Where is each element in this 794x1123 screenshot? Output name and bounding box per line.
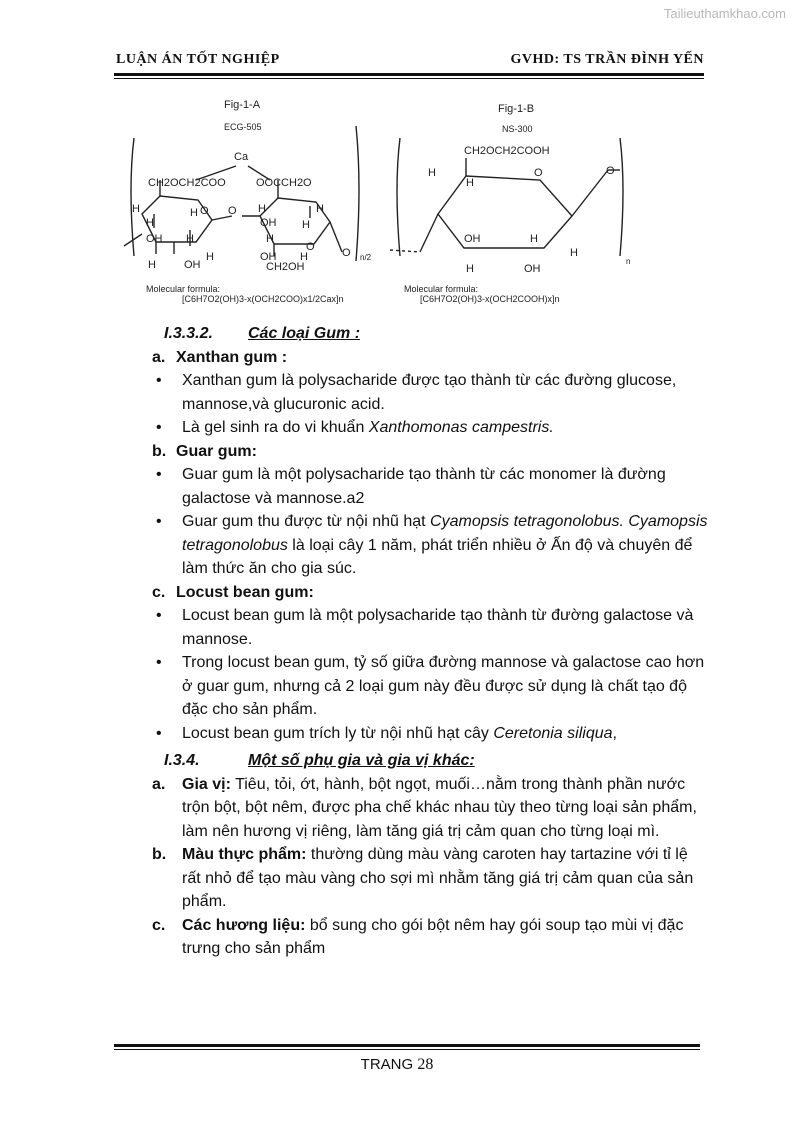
svg-text:H: H <box>148 259 156 271</box>
svg-text:H: H <box>570 247 578 259</box>
ring-b <box>438 176 572 248</box>
bracket-a-left <box>131 138 134 256</box>
svg-text:OH: OH <box>260 217 277 229</box>
footer-rule-thin <box>114 1049 700 1050</box>
subheading-xanthan: a. Xanthan gum : <box>152 348 288 366</box>
bracket-a-right <box>356 126 359 261</box>
svg-text:H: H <box>206 251 214 263</box>
svg-text:OH: OH <box>260 251 277 263</box>
bracket-b-right <box>620 138 623 256</box>
fig-a-code: ECG-505 <box>224 122 262 132</box>
bracket-b-left <box>397 138 400 256</box>
fig-b-group: CH2OCH2COOH <box>464 145 550 157</box>
svg-text:H: H <box>302 219 310 231</box>
list-item: • Locust bean gum là một polysacharide tạo thành từ đường galactose và mannose. <box>140 604 710 651</box>
svg-text:H: H <box>530 233 538 245</box>
watermark: Tailieuthamkhao.com <box>663 6 786 21</box>
header-right: GVHD: TS TRẦN ĐÌNH YẾN <box>510 52 704 67</box>
svg-text:H: H <box>316 203 324 215</box>
svg-text:O: O <box>606 165 615 177</box>
svg-text:H: H <box>190 207 198 219</box>
fig-a-right-group: OOCCH2O <box>256 177 312 189</box>
section-heading-gum: I.3.3.2. Các loại Gum : <box>164 325 361 342</box>
svg-text:O: O <box>228 205 237 217</box>
page-number: 28 <box>417 1056 434 1073</box>
svg-text:H: H <box>258 203 266 215</box>
svg-text:OH: OH <box>146 233 163 245</box>
header-left: LUẬN ÁN TỐT NGHIỆP <box>116 52 280 67</box>
svg-text:H: H <box>428 167 436 179</box>
list-item: • Trong locust bean gum, tỷ số giữa đường mannose và galactose cao hơn ở guar gum, nhưng cả 2 loại gum này đều được sử dụng là chất tạo độ đặc cho sản phẩm. <box>140 651 710 722</box>
fig-b-title: Fig-1-B <box>498 103 535 115</box>
list-item: • Guar gum thu được từ nội nhũ hạt Cyamopsis tetragonolobus. Cyamopsis tetragonolobus là loại cây 1 năm, phát triển nhiều ở Ấn độ và chuyên để làm thức ăn cho gia súc. <box>140 510 710 581</box>
fig-b-formula-label: Molecular formula: <box>404 284 479 294</box>
list-item: • Locust bean gum trích ly từ nội nhũ hạt cây Ceretonia siliqua, <box>140 722 710 746</box>
page-content <box>140 322 710 961</box>
subheading-locust: c. Locust bean gum: <box>152 583 314 601</box>
fig-a-formula-label: Molecular formula: <box>146 284 221 294</box>
chemical-structure-figure <box>120 96 660 311</box>
fig-a-title: Fig-1-A <box>224 99 261 111</box>
fig-b-n: n <box>626 257 631 266</box>
footer-rule <box>114 1044 700 1047</box>
svg-text:O: O <box>306 241 315 253</box>
additive-item-color: b. Màu thực phẩm: thường dùng màu vàng caroten hay tartazine với tỉ lệ rất nhỏ để tạo màu vàng cho sợi mì nhằm tăng giá trị cảm quan của sản phẩm. <box>152 846 694 910</box>
svg-text:H: H <box>266 233 274 245</box>
svg-text:H: H <box>132 203 140 215</box>
list-item: • Guar gum là một polysacharide tạo thành từ các monomer là đường galactose và mannose.a2 <box>140 463 710 510</box>
svg-text:H: H <box>466 263 474 275</box>
fig-b-code: NS-300 <box>502 124 533 134</box>
page-header <box>116 52 704 72</box>
header-rule-thin <box>114 78 704 79</box>
fig-b-formula: [C6H7O2(OH)3-x(OCH2COOH)x]n <box>420 294 560 304</box>
svg-text:O: O <box>534 167 543 179</box>
svg-text:OH: OH <box>524 263 541 275</box>
header-rule <box>114 73 704 76</box>
fig-a-ca: Ca <box>234 151 249 163</box>
fig-a-ch2oh: CH2OH <box>266 261 305 273</box>
list-item: • Xanthan gum là polysacharide được tạo thành từ các đường glucose, mannose,và glucuronic acid. <box>140 369 710 416</box>
svg-text:H: H <box>186 233 194 245</box>
structure-diagram <box>120 96 660 311</box>
svg-text:H: H <box>300 251 308 263</box>
list-item: • Là gel sinh ra do vi khuẩn Xanthomonas campestris. <box>140 416 710 440</box>
footer-label: TRANG <box>360 1056 414 1073</box>
fig-a-formula: [C6H7O2(OH)3-x(OCH2COO)x1/2Cax]n <box>182 294 344 304</box>
svg-text:O: O <box>200 205 209 217</box>
fig-a-left-group: CH2OCH2COO <box>148 177 226 189</box>
svg-text:H: H <box>146 217 154 229</box>
page-footer <box>0 1056 794 1074</box>
subheading-guar: b. Guar gum: <box>152 442 257 460</box>
svg-text:OH: OH <box>184 259 201 271</box>
svg-text:H: H <box>466 177 474 189</box>
additive-item-spices: a. Gia vị: Tiêu, tỏi, ớt, hành, bột ngọt, muối…nằm trong thành phần nước trộn bột, bột nêm, được pha chế khác nhau tùy theo từng loại sản phẩm, làm nên hương vị riêng, làm tăng giá trị cảm quan cho từng loại mì. <box>152 775 697 840</box>
svg-text:O: O <box>342 247 351 259</box>
additive-item-flavor: c. Các hương liệu: bổ sung cho gói bột nêm hay gói soup tạo mùi vị đặc trưng cho sản phẩm <box>152 916 684 957</box>
svg-text:OH: OH <box>464 233 481 245</box>
section-heading-additives: I.3.4. Một số phụ gia và gia vị khác: <box>164 752 475 769</box>
fig-a-n2: n/2 <box>360 253 372 262</box>
